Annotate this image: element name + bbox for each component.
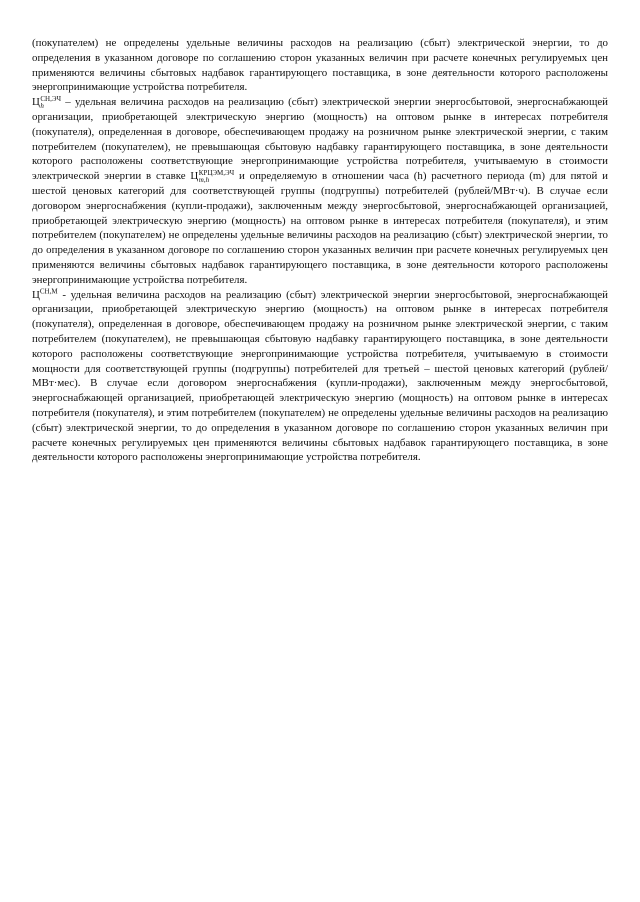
- symbol-base: Ц: [190, 170, 199, 183]
- symbol-superscript: СН,М: [39, 286, 58, 295]
- symbol-superscript: СН,ЭЧ: [40, 94, 62, 103]
- symbol-base: Ц: [32, 96, 40, 109]
- symbol-subscript: m,h: [198, 175, 210, 184]
- formula-symbol-ch-sn-m: [32, 286, 58, 301]
- paragraph-text: - удельная величина расходов на реализацию (сбыт) электрической энергии энергосбытовой, энергоснабжающей организации, приобретающей электрическую энергию (мощность) на оптовом рынке в интересах потребителя (покупателя), определенная в договоре, обеспечивающем продажу на розничном рынке электрической энергии, с таким потребителем (покупателем), не превышающая сбытовую надбавку гарантирующего поставщика, в зоне деятельности которого расположены соответствующие энергопринимающие устройства потребителя, учитываемую в стоимости мощности для соответствующей группы (подгруппы) потребителей для третьей – шестой ценовых категорий (рублей/МВт·мес). В случае если договором энергоснабжения (купли-продажи), заключенным между энергосбытовой, энергоснабжающей организацией, приобретающей электрическую энергию (мощность) на оптовом рынке в интересах потребителя (покупателя), и этим потребителем (покупателем) не определены удельные величины расходов на реализацию (сбыт) электрической энергии, то до определения в указанном договоре по соглашению сторон указанных величин при расчете конечных регулируемых цен применяются величины сбытовых надбавок гарантирующего поставщика, в зоне деятельности которого расположены энергопринимающие устройства потребителя.: [32, 288, 608, 464]
- formula-symbol-ch-sn-ech: [32, 96, 61, 108]
- document-page: [32, 36, 608, 465]
- paragraph-text-part-a: – удельная величина расходов на реализацию (сбыт) электрической энергии энергосбытовой, энергоснабжающей организации, приобретающей электрическую энергию (мощность) на оптовом рынке в интересах потребителя (покупателя), определенная в договоре, обеспечивающем продажу на розничном рынке электрической энергии, с таким потребителем (покупателем), не превышающая сбытовую надбавку гарантирующего поставщика, в зоне деятельности которого расположены соответствующие энергопринимающие устройства потребителя, учитываемую в стоимости электрической энергии в ставке: [32, 96, 608, 183]
- paragraph-sales-markup-energy: [32, 95, 608, 287]
- paragraph-continuation: (покупателем) не определены удельные величины расходов на реализацию (сбыт) электрической энергии, то до определения в указанном договоре по соглашению сторон указанных величин при расчете конечных регулируемых цен применяются величины сбытовых надбавок гарантирующего поставщика, в зоне деятельности которого расположены энергопринимающие устройства потребителя.: [32, 37, 608, 94]
- symbol-subscript: h: [40, 101, 44, 110]
- symbol-base: Ц: [32, 288, 40, 301]
- paragraph-text-part-b: и определяемую в отношении часа (h) расчетного периода (m) для пятой и шестой ценовых категорий для соответствующей группы (подгруппы) потребителей (рублей/МВт·ч). В случае если договором энергоснабжения (купли-продажи), заключенным между энергосбытовой, энергоснабжающей организацией, приобретающей электрическую энергию (мощность) на оптовом рынке в интересах потребителя (покупателя), и этим потребителем (покупателем) не определены удельные величины расходов на реализацию (сбыт) электрической энергии, то до определения в указанном договоре по соглашению сторон указанных величин при расчете конечных регулируемых цен применяются величины сбытовых надбавок гарантирующего поставщика, в зоне деятельности которого расположены энергопринимающие устройства потребителя.: [32, 170, 608, 286]
- formula-symbol-ch-krcem-ech: [190, 170, 234, 182]
- paragraph-sales-markup-capacity: [32, 288, 608, 466]
- symbol-superscript: КРЦЭМ,ЭЧ: [198, 168, 235, 177]
